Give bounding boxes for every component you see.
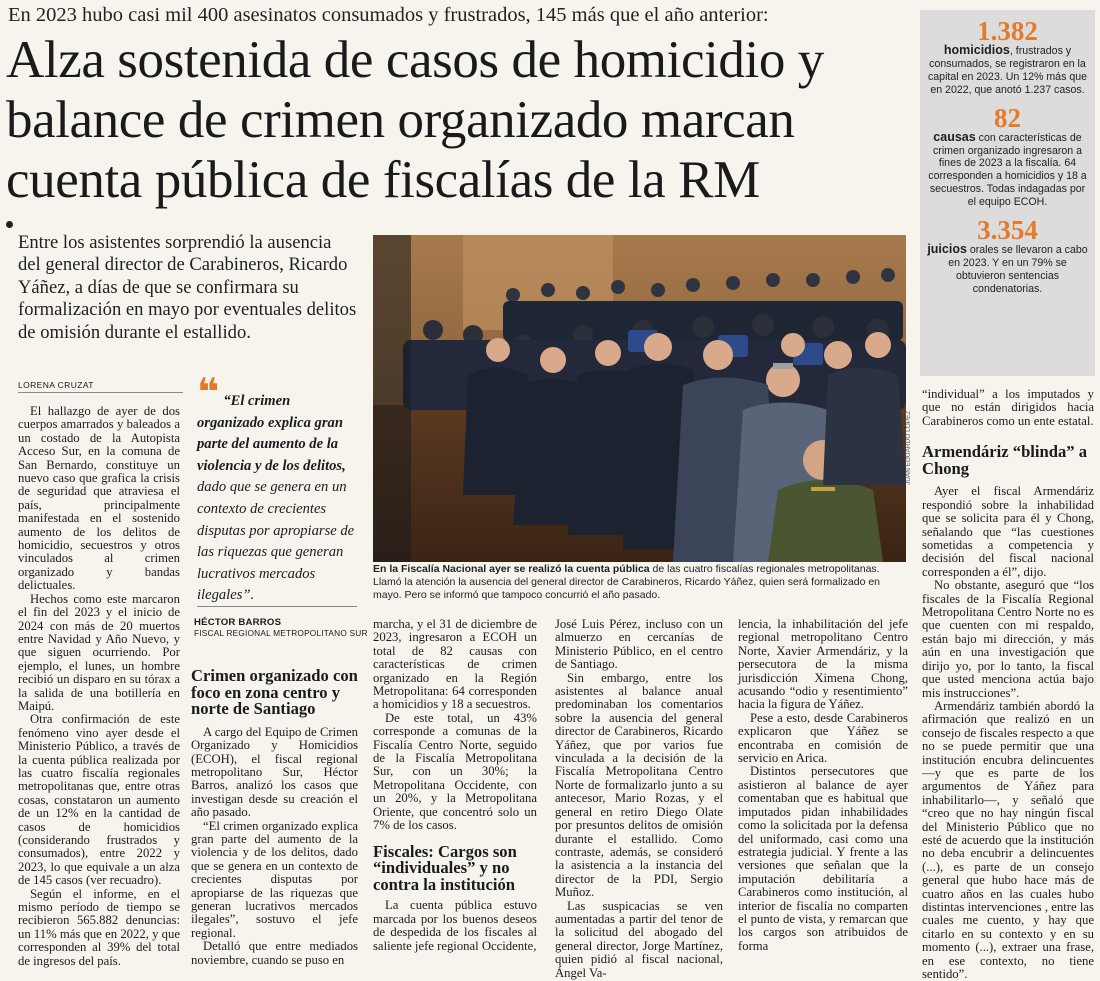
subhead: Crimen organizado con foco en zona centro y norte de Santiago bbox=[191, 666, 358, 719]
paragraph: Distintos persecutores que asistieron al balance de ayer comentaban que es habitual que imputados pidan inhabilidades como la solicitada por la defensa del uniformado, casi como una estrategia judicial. Y frente a las versiones que señalan que la imputación debilitaría a Carabineros como institución, al interior de fiscalía no comparten el punto de vista, y remarcan que los cargos son atribuidos de forma bbox=[738, 764, 908, 953]
stat-block bbox=[920, 18, 1095, 97]
column-1 bbox=[18, 405, 180, 968]
paragraph: A cargo del Equipo de Crimen Organizado y Homicidios (ECOH), el fiscal regional metropolitano Sur, Héctor Barros, analizó los casos que investigan desde su creación el año pasado. bbox=[191, 724, 358, 820]
paragraph: De este total, un 43% corresponde a comunas de la Fiscalía Centro Norte, seguido de la Fiscalía Metropolitana Sur, con un 30%; la Metropolitana Occidente, con un 20%, y la Metropolitana Oriente, que concentró solo un 7% de los casos. bbox=[373, 710, 537, 833]
paragraph: Ayer el fiscal Armendáriz respondió sobre la inhabilidad que se solicita para él y Chong, señalando que “las cuestiones sometidas a competencia y decisión del fiscal nacional corresponden a él”, dijo. bbox=[922, 484, 1094, 579]
paragraph: Pese a esto, desde Carabineros explicaron que Yáñez se encontraba en comisión de servicio en Arica. bbox=[738, 710, 908, 766]
deck: Entre los asistentes sorprendió la ausencia del general director de Carabineros, Ricardo Yáñez, a días de que se confirmara su formalización en mayo por eventuales delitos de omisión durante el estallido. bbox=[18, 232, 357, 343]
paragraph: “El crimen organizado explica gran parte del aumento de la violencia y de los delitos, dado que se genera en un contexto de crecientes disputas por apropiarse de las riquezas que generan lucrativos mercados ilegales”, sostuvo el jefe regional. bbox=[191, 818, 358, 940]
quote-author: HÉCTOR BARROS bbox=[194, 617, 282, 628]
stat-text: , frustrados y consumados, se registraron en la capital en 2023. Un 12% más que en 2022, que anotó 1.237 casos. bbox=[927, 45, 1087, 96]
stats-sidebar bbox=[920, 10, 1095, 376]
stat-text: con características de crimen organizado ingresaron a fines de 2023 a la fiscalía. 64 corresponden a homicidios y 18 a secuestros. Todas indagadas por el equipo ECOH. bbox=[928, 131, 1087, 209]
stat-number: 82 bbox=[994, 102, 1021, 133]
stat-keyword: causas bbox=[933, 129, 976, 144]
bullet-dot bbox=[6, 221, 13, 228]
column-5 bbox=[738, 618, 908, 953]
paragraph: “individual” a los imputados y que no están dirigidos hacia Carabineros como un ente estatal. bbox=[922, 387, 1094, 428]
column-3 bbox=[373, 618, 537, 953]
event-photo bbox=[373, 235, 906, 562]
paragraph: José Luis Pérez, incluso con un almuerzo en cercanías de Ministerio Público, en el centro de Santiago. bbox=[555, 617, 723, 672]
quote-rest: dado que se genera en un contexto de crecientes disputas por apropiarse de las riquezas que generan lucrativos mercados ilegales”. bbox=[197, 479, 355, 604]
subhead: Fiscales: Cargos son “individuales” y no contra la institución bbox=[373, 841, 517, 894]
photo-image bbox=[373, 235, 906, 562]
column-4 bbox=[555, 618, 723, 980]
stat-keyword: juicios bbox=[927, 242, 967, 257]
column-6 bbox=[922, 388, 1094, 981]
byline: LORENA CRUZAT bbox=[18, 380, 183, 393]
paragraph: Según el informe, en el mismo período de tiempo se recibieron 565.882 denuncias: un 11% más que en 2022, y que corresponden al 39% del total de ingresos del país. bbox=[18, 886, 180, 968]
paragraph: lencia, la inhabilitación del jefe regional metropolitano Centro Norte, Xavier Armendáriz, y la persecutora de la misma jurisdicción Ximena Chong, acusando “odio y resentimiento” hacia la figura de Yáñez. bbox=[738, 617, 908, 712]
photo-caption bbox=[373, 563, 908, 602]
paragraph: marcha, y el 31 de diciembre de 2023, ingresaron a ECOH un total de 82 causas con características de crimen organizado en la Región Metropolitana: 64 corresponden a homicidios y 18 a secuestros. bbox=[373, 617, 537, 712]
paragraph: Sin embargo, entre los asistentes al balance anual predominaban los comentarios sobre la ausencia del general director de Carabineros, Ricardo Yáñez, que por varios fue vinculada a la decisión de la Fiscalía Metropolitana Centro Norte de formalizarlo junto a su antecesor, Mario Rozas, y el general en retiro Diego Olate por presuntos delitos de omisión durante el estallido. Como contraste, además, se consideró la asistencia a la instancia del director de la PDI, Sergio Muñoz. bbox=[555, 670, 723, 900]
stat-block bbox=[920, 102, 1095, 209]
paragraph: Otra confirmación de este fenómeno vino ayer desde el Ministerio Público, a través de la cuenta pública realizada por las cuatro fiscalía regionales metropolitanas que, entre otras cosas, constataron un aumento de un 12% en la cantidad de casos de homicidios (considerando frustrados y consumados), entre 2022 y 2023, lo que equivale a un alza de 145 casos (ver recuadro). bbox=[18, 712, 180, 888]
paragraph: No obstante, aseguró que “los fiscales de la Fiscalía Regional Metropolitana Centro Norte no es que cuenten con mi respaldo, están bajo mi dirección, y más aún en una investigación que dirijo yo, por lo tanto, la fiscal que usted menciona actúa bajo mis instrucciones”. bbox=[922, 578, 1094, 700]
subhead: Armendáriz “blinda” a Chong bbox=[922, 442, 1088, 478]
stat-keyword: homicidios bbox=[943, 43, 1010, 57]
paragraph: El hallazgo de ayer de dos cuerpos amarrados y baleados a un costado de la Autopista Acceso Sur, en la comuna de San Bernardo, constituye un nuevo caso que grafica la crisis de seguridad que atraviesa el país, principalmente manifestada en el sostenido aumento de los delitos de homicidio, secuestros y otros vinculados al crimen organizado y bandas delictuales. bbox=[18, 404, 180, 593]
headline: Alza sostenida de casos de homicidio y balance de crimen organizado marcan cuenta pública de fiscalías de la RM bbox=[6, 31, 824, 209]
caption-bold: En la Fiscalía Nacional ayer se realizó la cuenta pública bbox=[373, 563, 650, 575]
stat-number: 3.354 bbox=[977, 215, 1038, 246]
quote-divider bbox=[197, 606, 357, 607]
caption-rest: de las cuatro fiscalías regionales metropolitanas. Llamó la atención la ausencia del general director de Carabineros, Ricardo Yáñez, quien será formalizado en mayo. Pero se informó que tampoco concurrió el año pasado. bbox=[373, 563, 881, 601]
paragraph: Hechos como este marcaron el fin del 2023 y el inicio de 2024 con más de 20 muertos entre Navidad y Año Nuevo, y que siguen ocurriendo. Por ejemplo, el lunes, un hombre recibió un disparo en su tórax a la salida de una botillería en Maipú. bbox=[18, 591, 180, 713]
paragraph: La cuenta pública estuvo marcada por los buenos deseos de despedida de los fiscales al saliente jefe regional Occidente, bbox=[373, 898, 537, 953]
paragraph: Armendáriz también abordó la afirmación que realizó en un consejo de fiscales respecto a que no se puede permitir que una institución encubra delincuentes —y que es parte de los argumentos de Yáñez para inhabilitarlo—, y señaló que “creo que no hay ningún fiscal del Ministerio Público que no esté de acuerdo que la institución no deba encubrir a delincuentes (...), es parte de un consejo general que hubo hace más de cuatro años en las cuales hubo distintas intervenciones , entre las cuales me cuento, y hay que citarlo en su contexto y en su momento (...), extraer una frase, en ese contexto, no tiene sentido”. bbox=[922, 698, 1094, 981]
quote-bold: “El crimen organizado explica gran parte del aumento de la violencia y de los delitos, bbox=[197, 393, 346, 474]
paragraph: Las suspicacias se ven aumentadas a partir del tenor de la solicitud del abogado del general director, Jorge Martínez, quien pidió al fiscal nacional, Ángel Va- bbox=[555, 898, 723, 980]
quote-mark-icon: ❝ bbox=[197, 370, 220, 414]
pull-quote bbox=[197, 370, 357, 607]
column-2 bbox=[191, 668, 358, 967]
stat-block bbox=[920, 217, 1095, 296]
stat-number: 1.382 bbox=[977, 16, 1038, 46]
photo-credit: JUAN EDUARDO LÓPEZ bbox=[905, 410, 912, 485]
stat-text: orales se llevaron a cabo en 2023. Y en un 79% se obtuvieron sentencias condenatorias. bbox=[948, 244, 1088, 295]
quote-author-role: FISCAL REGIONAL METROPOLITANO SUR bbox=[194, 628, 368, 638]
kicker: En 2023 hubo casi mil 400 asesinatos consumados y frustrados, 145 más que el año anterior: bbox=[8, 4, 769, 26]
paragraph: Detalló que entre mediados noviembre, cuando se puso en bbox=[191, 939, 358, 967]
